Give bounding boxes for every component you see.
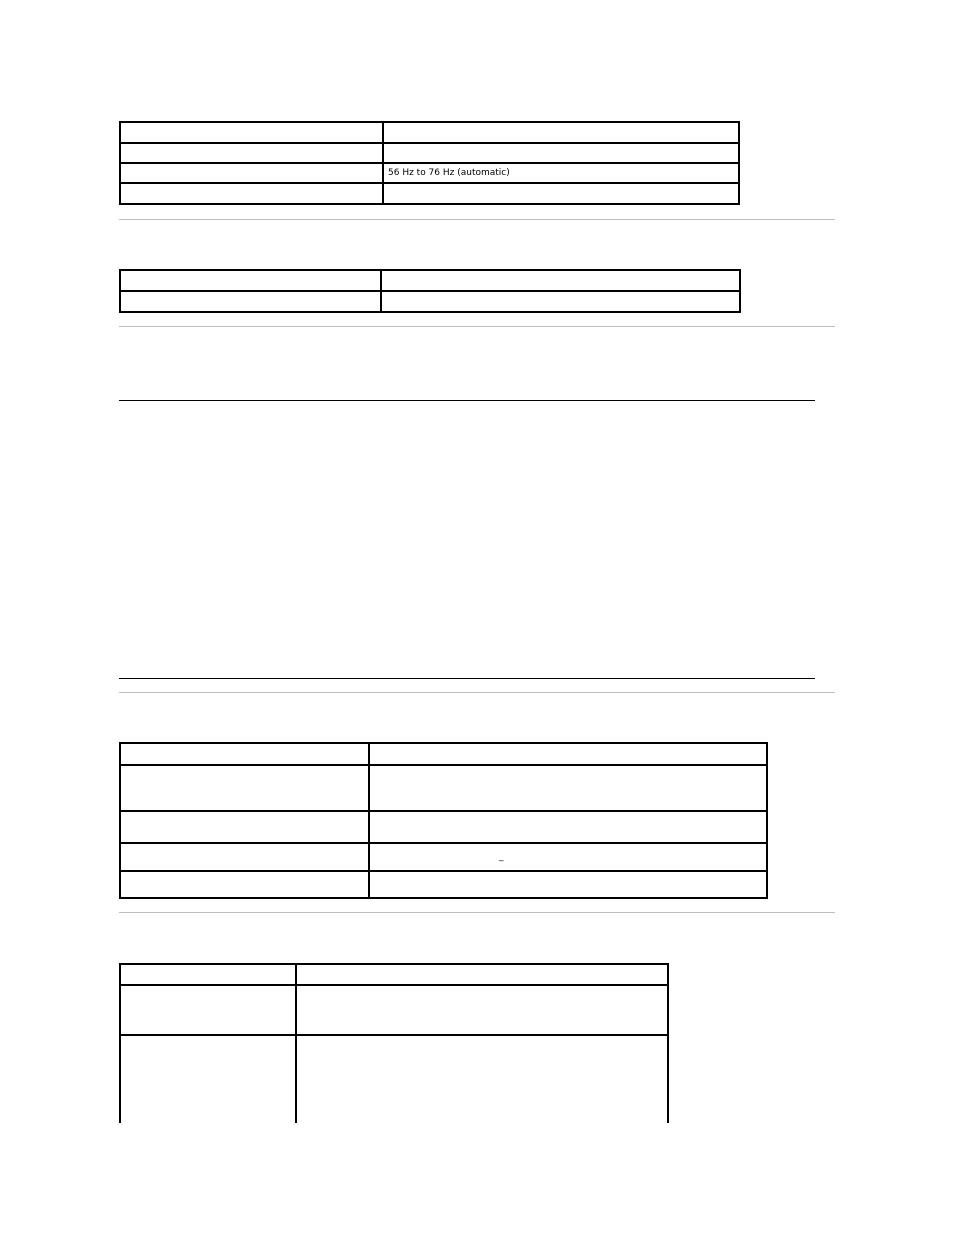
table-row (120, 122, 739, 143)
spec-table-4 (119, 963, 669, 1123)
table-cell (120, 843, 369, 871)
table-row (120, 743, 767, 765)
table-cell (120, 811, 369, 843)
table-cell (120, 1035, 296, 1123)
table-cell (383, 183, 739, 204)
table-cell (369, 871, 767, 898)
table-cell (296, 985, 668, 1035)
table-cell (120, 964, 296, 985)
table-cell (296, 1035, 668, 1123)
table-cell (120, 143, 383, 163)
spec-table-3 (119, 742, 768, 899)
table-row (120, 811, 767, 843)
table-row (120, 765, 767, 811)
table-cell (120, 871, 369, 898)
table-row (120, 1035, 668, 1123)
table-cell (381, 291, 740, 312)
table-row (120, 163, 739, 183)
table-cell (120, 765, 369, 811)
table-row (120, 964, 668, 985)
table-cell (120, 122, 383, 143)
table-cell (383, 143, 739, 163)
table-cell (120, 163, 383, 183)
table-cell (369, 811, 767, 843)
table-cell (120, 183, 383, 204)
table-cell (369, 765, 767, 811)
spec-table-2 (119, 269, 741, 313)
table-cell (296, 964, 668, 985)
table-row (120, 270, 740, 291)
table-row (120, 143, 739, 163)
section-divider (119, 219, 835, 220)
table-cell (381, 270, 740, 291)
table-row (120, 183, 739, 204)
refresh-rate-value: 56 Hz to 76 Hz (automatic) (383, 163, 739, 183)
section-divider (119, 692, 835, 693)
table-cell (120, 985, 296, 1035)
table-row (120, 291, 740, 312)
section-divider (119, 912, 835, 913)
table-row (120, 985, 668, 1035)
spec-table-1 (119, 121, 740, 205)
frame-bottom-line (119, 678, 815, 679)
table-cell (369, 743, 767, 765)
table-row (120, 871, 767, 898)
table-cell (120, 291, 381, 312)
table-cell (120, 743, 369, 765)
frame-top-line (119, 400, 815, 401)
table-cell (369, 843, 767, 871)
table-row (120, 843, 767, 871)
table-cell (383, 122, 739, 143)
table-cell (120, 270, 381, 291)
section-divider (119, 326, 835, 327)
underscore-mark: _ (499, 852, 504, 862)
